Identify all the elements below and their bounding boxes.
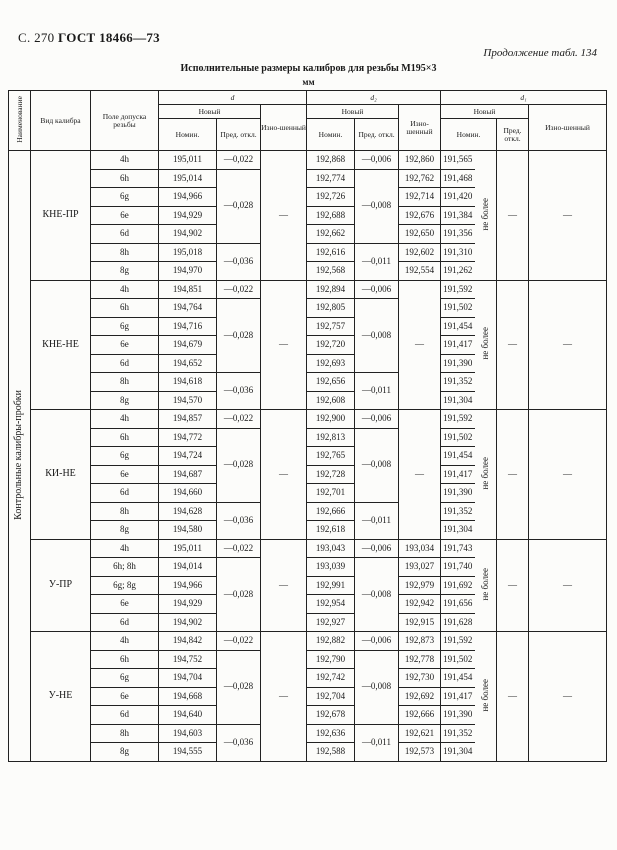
d2-nominal: 192,728	[307, 465, 355, 484]
d-nominal: 194,929	[159, 595, 217, 614]
d-deviation: —0,022	[217, 151, 261, 170]
col-d2-worn: Изно-шенный	[399, 105, 441, 151]
d2-nominal: 192,757	[307, 317, 355, 336]
d1-nominal: 191,262	[441, 262, 475, 281]
tolerance-field: 6h; 8h	[91, 558, 159, 577]
tolerance-field: 6d	[91, 484, 159, 503]
d2-worn: 192,602	[399, 243, 441, 262]
d2-nominal: 192,616	[307, 243, 355, 262]
d2-nominal: 192,636	[307, 724, 355, 743]
d-nominal: 194,660	[159, 484, 217, 503]
page-header	[18, 30, 160, 46]
table-row	[9, 280, 607, 299]
d2-nominal: 192,927	[307, 613, 355, 632]
d2-worn: 192,730	[399, 669, 441, 688]
d2-worn: 192,860	[399, 151, 441, 170]
d2-worn: 193,034	[399, 539, 441, 558]
tolerance-field: 6h	[91, 428, 159, 447]
d1-nominal: 191,628	[441, 613, 475, 632]
col-d2: d₂	[307, 91, 441, 105]
d1-worn: —	[529, 410, 607, 540]
d-nominal: 194,687	[159, 465, 217, 484]
d-nominal: 194,628	[159, 502, 217, 521]
d2-deviation: —0,008	[355, 299, 399, 373]
tolerance-field: 6e	[91, 206, 159, 225]
d2-worn: 192,942	[399, 595, 441, 614]
d2-nominal: 192,693	[307, 354, 355, 373]
d-worn: —	[261, 539, 307, 632]
d1-nominal: 191,352	[441, 724, 475, 743]
d-nominal: 194,842	[159, 632, 217, 651]
d2-nominal: 192,790	[307, 650, 355, 669]
d2-worn: 192,979	[399, 576, 441, 595]
col-d2-pred: Пред. откл.	[355, 119, 399, 151]
tolerance-field: 6g; 8g	[91, 576, 159, 595]
d-deviation: —0,036	[217, 724, 261, 761]
tolerance-field: 6e	[91, 336, 159, 355]
d2-nominal: 192,666	[307, 502, 355, 521]
col-d-new: Новый	[159, 105, 261, 119]
d2-deviation: —0,006	[355, 410, 399, 429]
table-body	[9, 151, 607, 762]
d2-nominal: 192,618	[307, 521, 355, 540]
d-deviation: —0,028	[217, 558, 261, 632]
d-nominal: 194,603	[159, 724, 217, 743]
d2-nominal: 192,726	[307, 188, 355, 207]
d-nominal: 194,704	[159, 669, 217, 688]
d2-nominal: 192,588	[307, 743, 355, 762]
d1-nominal: 191,420	[441, 188, 475, 207]
col-d2-new: Новый	[307, 105, 399, 119]
tolerance-field: 4h	[91, 539, 159, 558]
d1-nominal: 191,502	[441, 428, 475, 447]
d1-nominal: 191,592	[441, 410, 475, 429]
tolerance-field: 4h	[91, 151, 159, 170]
d2-nominal: 192,704	[307, 687, 355, 706]
d1-deviation: —	[497, 632, 529, 762]
d-deviation: —0,028	[217, 428, 261, 502]
d2-nominal: 192,701	[307, 484, 355, 503]
d-nominal: 194,640	[159, 706, 217, 725]
page-number: С. 270	[18, 30, 55, 45]
d1-nominal: 191,740	[441, 558, 475, 577]
d2-worn: 192,573	[399, 743, 441, 762]
tolerance-field: 6h	[91, 650, 159, 669]
d2-worn: 192,676	[399, 206, 441, 225]
d2-nominal: 192,765	[307, 447, 355, 466]
d1-nominal: 191,352	[441, 502, 475, 521]
col-d1-new: Новый	[441, 105, 529, 119]
d2-worn: 192,621	[399, 724, 441, 743]
tolerance-field: 6g	[91, 188, 159, 207]
tolerance-field: 8h	[91, 243, 159, 262]
d2-deviation: —0,006	[355, 632, 399, 651]
tolerance-field: 8h	[91, 373, 159, 392]
d2-nominal: 192,678	[307, 706, 355, 725]
d1-nominal: 191,356	[441, 225, 475, 244]
d2-deviation: —0,011	[355, 373, 399, 410]
col-d-worn: Изно-шенный	[261, 105, 307, 151]
d-deviation: —0,028	[217, 169, 261, 243]
d-nominal: 195,011	[159, 539, 217, 558]
d1-deviation: —	[497, 410, 529, 540]
d1-deviation: —	[497, 539, 529, 632]
group-label: Контрольные калибры-пробки	[9, 151, 31, 762]
calibre-type: КНЕ-НЕ	[31, 280, 91, 410]
d-nominal: 195,014	[159, 169, 217, 188]
d-nominal: 194,902	[159, 613, 217, 632]
d1-deviation: —	[497, 151, 529, 281]
d2-deviation: —0,008	[355, 428, 399, 502]
d-nominal: 194,724	[159, 447, 217, 466]
d-nominal: 194,902	[159, 225, 217, 244]
d1-nominal: 191,384	[441, 206, 475, 225]
tolerance-field: 8g	[91, 743, 159, 762]
d-nominal: 194,966	[159, 188, 217, 207]
tolerance-field: 8g	[91, 262, 159, 281]
d1-limit: не более	[475, 410, 497, 540]
d-nominal: 194,851	[159, 280, 217, 299]
d-worn: —	[261, 632, 307, 762]
d1-limit: не более	[475, 151, 497, 281]
d2-deviation: —0,008	[355, 558, 399, 632]
d1-nominal: 191,454	[441, 317, 475, 336]
tolerance-field: 6e	[91, 465, 159, 484]
d-nominal: 194,752	[159, 650, 217, 669]
tolerance-field: 8h	[91, 724, 159, 743]
col-d1-nomin: Номин.	[441, 119, 497, 151]
d2-worn: —	[399, 280, 441, 410]
d-nominal: 195,018	[159, 243, 217, 262]
d-nominal: 194,014	[159, 558, 217, 577]
d2-nominal: 192,868	[307, 151, 355, 170]
d-nominal: 194,970	[159, 262, 217, 281]
table-title: Исполнительные размеры калибров для резьбы M195×3	[180, 63, 437, 74]
d2-worn: 192,692	[399, 687, 441, 706]
tolerance-field: 6d	[91, 613, 159, 632]
d1-nominal: 191,743	[441, 539, 475, 558]
d-nominal: 194,857	[159, 410, 217, 429]
d1-nominal: 191,502	[441, 650, 475, 669]
d2-deviation: —0,011	[355, 243, 399, 280]
d1-limit: не более	[475, 280, 497, 410]
col-vid: Вид калибра	[31, 91, 91, 151]
d2-deviation: —0,006	[355, 539, 399, 558]
d2-nominal: 192,894	[307, 280, 355, 299]
col-pole: Поле допуска резьбы	[91, 91, 159, 151]
tolerance-field: 6e	[91, 687, 159, 706]
d2-nominal: 192,662	[307, 225, 355, 244]
d2-nominal: 192,742	[307, 669, 355, 688]
d2-nominal: 192,813	[307, 428, 355, 447]
col-d1: d₁	[441, 91, 607, 105]
d2-nominal: 192,954	[307, 595, 355, 614]
d-worn: —	[261, 410, 307, 540]
tolerance-field: 6h	[91, 299, 159, 318]
d1-nominal: 191,692	[441, 576, 475, 595]
d1-nominal: 191,417	[441, 465, 475, 484]
calibre-type: КИ-НЕ	[31, 410, 91, 540]
d-nominal: 194,772	[159, 428, 217, 447]
d-deviation: —0,028	[217, 650, 261, 724]
d2-worn: 192,650	[399, 225, 441, 244]
d-deviation: —0,022	[217, 410, 261, 429]
tolerance-field: 4h	[91, 280, 159, 299]
d1-limit: не более	[475, 632, 497, 762]
d2-worn: 192,915	[399, 613, 441, 632]
table-row	[9, 410, 607, 429]
d-nominal: 194,966	[159, 576, 217, 595]
d2-nominal: 192,656	[307, 373, 355, 392]
tolerance-field: 4h	[91, 632, 159, 651]
d-deviation: —0,022	[217, 539, 261, 558]
units-label: мм	[302, 77, 315, 87]
d-deviation: —0,028	[217, 299, 261, 373]
d1-worn: —	[529, 151, 607, 281]
d-deviation: —0,036	[217, 243, 261, 280]
d1-nominal: 191,390	[441, 484, 475, 503]
tolerance-field: 6d	[91, 225, 159, 244]
d1-nominal: 191,352	[441, 373, 475, 392]
d1-nominal: 191,310	[441, 243, 475, 262]
d1-nominal: 191,592	[441, 280, 475, 299]
d2-deviation: —0,008	[355, 169, 399, 243]
col-d1-pred: Пред. откл.	[497, 119, 529, 151]
d2-worn: 192,666	[399, 706, 441, 725]
table-row	[9, 539, 607, 558]
d2-worn: 193,027	[399, 558, 441, 577]
d1-nominal: 191,304	[441, 521, 475, 540]
tolerance-field: 6g	[91, 447, 159, 466]
table-row	[9, 632, 607, 651]
d1-nominal: 191,592	[441, 632, 475, 651]
d1-nominal: 191,417	[441, 336, 475, 355]
d2-worn: 192,554	[399, 262, 441, 281]
tolerance-field: 6g	[91, 669, 159, 688]
d1-nominal: 191,390	[441, 706, 475, 725]
d2-worn: 192,714	[399, 188, 441, 207]
d-nominal: 194,764	[159, 299, 217, 318]
d1-nominal: 191,502	[441, 299, 475, 318]
d1-worn: —	[529, 539, 607, 632]
col-d1-worn: Изно-шенный	[529, 105, 607, 151]
tolerance-field: 6g	[91, 317, 159, 336]
d2-deviation: —0,006	[355, 151, 399, 170]
d1-nominal: 191,656	[441, 595, 475, 614]
d-deviation: —0,022	[217, 632, 261, 651]
d-nominal: 194,716	[159, 317, 217, 336]
d1-limit: не более	[475, 539, 497, 632]
d-nominal: 194,618	[159, 373, 217, 392]
table-row	[9, 151, 607, 170]
col-naimen: Наименование	[9, 91, 31, 151]
d-nominal: 194,679	[159, 336, 217, 355]
calibre-type: У-ПР	[31, 539, 91, 632]
d2-worn: —	[399, 410, 441, 540]
col-d: d	[159, 91, 307, 105]
d-nominal: 194,652	[159, 354, 217, 373]
tolerance-field: 8g	[91, 391, 159, 410]
d1-nominal: 191,454	[441, 669, 475, 688]
d-deviation: —0,036	[217, 502, 261, 539]
d1-nominal: 191,454	[441, 447, 475, 466]
d-worn: —	[261, 151, 307, 281]
d2-nominal: 192,991	[307, 576, 355, 595]
col-d2-nomin: Номин.	[307, 119, 355, 151]
d-nominal: 194,555	[159, 743, 217, 762]
d1-nominal: 191,468	[441, 169, 475, 188]
d2-deviation: —0,011	[355, 502, 399, 539]
d2-nominal: 192,774	[307, 169, 355, 188]
d-nominal: 194,570	[159, 391, 217, 410]
d1-nominal: 191,304	[441, 743, 475, 762]
d2-deviation: —0,011	[355, 724, 399, 761]
d1-worn: —	[529, 632, 607, 762]
d2-deviation: —0,006	[355, 280, 399, 299]
table-header	[9, 91, 607, 151]
col-d-nomin: Номин.	[159, 119, 217, 151]
d2-worn: 192,762	[399, 169, 441, 188]
d2-worn: 192,873	[399, 632, 441, 651]
d-nominal: 195,011	[159, 151, 217, 170]
tolerance-field: 8h	[91, 502, 159, 521]
d-worn: —	[261, 280, 307, 410]
d2-nominal: 192,805	[307, 299, 355, 318]
d2-nominal: 192,720	[307, 336, 355, 355]
d2-nominal: 192,568	[307, 262, 355, 281]
d1-worn: —	[529, 280, 607, 410]
d2-deviation: —0,008	[355, 650, 399, 724]
d-nominal: 194,668	[159, 687, 217, 706]
calibre-type: У-НЕ	[31, 632, 91, 762]
tolerance-field: 6d	[91, 354, 159, 373]
col-d-pred: Пред. откл.	[217, 119, 261, 151]
tolerance-field: 6d	[91, 706, 159, 725]
d1-nominal: 191,390	[441, 354, 475, 373]
d2-worn: 192,778	[399, 650, 441, 669]
d-deviation: —0,036	[217, 373, 261, 410]
d-deviation: —0,022	[217, 280, 261, 299]
calibre-type: КНЕ-ПР	[31, 151, 91, 281]
d-nominal: 194,929	[159, 206, 217, 225]
d1-nominal: 191,304	[441, 391, 475, 410]
d2-nominal: 192,608	[307, 391, 355, 410]
d1-nominal: 191,565	[441, 151, 475, 170]
d1-nominal: 191,417	[441, 687, 475, 706]
d-nominal: 194,580	[159, 521, 217, 540]
gost-number: ГОСТ 18466—73	[58, 30, 160, 45]
d2-nominal: 192,900	[307, 410, 355, 429]
calibre-table	[8, 90, 607, 762]
d2-nominal: 193,043	[307, 539, 355, 558]
tolerance-field: 6h	[91, 169, 159, 188]
continuation-note: Продолжение табл. 134	[483, 47, 597, 59]
d2-nominal: 192,688	[307, 206, 355, 225]
tolerance-field: 8g	[91, 521, 159, 540]
d2-nominal: 192,882	[307, 632, 355, 651]
tolerance-field: 6e	[91, 595, 159, 614]
tolerance-field: 4h	[91, 410, 159, 429]
d2-nominal: 193,039	[307, 558, 355, 577]
d1-deviation: —	[497, 280, 529, 410]
